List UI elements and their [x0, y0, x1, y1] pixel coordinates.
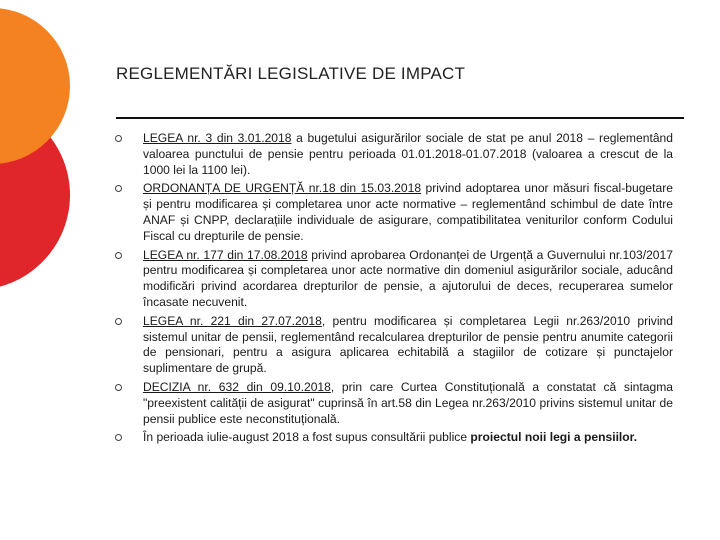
item-text: a bugetului asigurărilor sociale de stat pe anul 2018 – reglementând valoarea punctului de pensie pentru perioada 01.01.2018-01.07.2018 (valoarea a crescut de la 1000 lei la 1100 lei).: [143, 131, 673, 177]
bullet-icon: [115, 318, 122, 325]
item-text: În perioada iulie-august 2018 a fost supus consultării publice: [143, 430, 471, 445]
legal-reference-link[interactable]: DECIZIA nr. 632 din 09.10.2018: [143, 379, 331, 394]
bullet-icon: [115, 434, 122, 441]
slide-title: REGLEMENTĂRI LEGISLATIVE DE IMPACT: [116, 64, 466, 83]
item-text: , prin care Curtea Constituțională a constatat că sintagma "preexistent calității de asigurat" cuprinsă în art.58 din Legea nr.263/2010 privins sistemul unitar de pensii publice este neconstituțională.: [143, 379, 673, 426]
item-text: privind adoptarea unor măsuri fiscal-bugetare și pentru modificarea și completarea unor acte normative – reglementând schimbul de date între ANAF și CNPP, declarațiile individuale de asigurare, compatibilitatea veniturilor conform Codului Fiscal cu drepturile de pensie.: [143, 181, 673, 243]
legal-reference-link[interactable]: LEGEA nr. 177 din 17.08.2018: [143, 247, 308, 262]
title-divider: [116, 117, 684, 119]
item-bold-text: proiectul noii legi a pensiilor.: [470, 430, 638, 445]
item-text: privind aprobarea Ordonanței de Urgență a Guvernului nr.103/2017 pentru modificarea și completarea unor acte normative din domeniul asigurărilor sociale, aducând modificări privind acordarea drepturilor de pensie, a ajutorului de deces, recuperarea sumelor încasate necuvenit.: [143, 247, 673, 309]
list-item: [113, 380, 673, 427]
legal-reference-link[interactable]: ORDONANȚA DE URGENȚĂ nr.18 din 15.03.2018: [143, 181, 422, 196]
list-item: [113, 131, 673, 178]
list-item: [113, 181, 673, 244]
orange-circle-decoration: [0, 8, 70, 164]
list-item: [113, 314, 673, 377]
bullet-icon: [115, 384, 122, 391]
list-item: [113, 248, 673, 311]
bullet-icon: [115, 252, 122, 259]
item-text: , pentru modificarea și completarea Legii nr.263/2010 privind sistemul unitar de pensii, reglementând recalcularea drepturilor de pensie pentru anumite categorii de pensionari, pentru a asigura aplicarea echitabilă a stagiilor de cotizare și punctajelor suplimentare de grupă.: [143, 313, 673, 376]
legal-reference-link[interactable]: LEGEA nr. 221 din 27.07.2018: [143, 313, 322, 328]
bullet-icon: [115, 185, 122, 192]
list-item: [113, 430, 673, 446]
legislation-list: [113, 131, 673, 449]
bullet-icon: [115, 135, 122, 142]
decorative-circles: [0, 0, 100, 540]
legal-reference-link[interactable]: LEGEA nr. 3 din 3.01.2018: [143, 131, 292, 145]
